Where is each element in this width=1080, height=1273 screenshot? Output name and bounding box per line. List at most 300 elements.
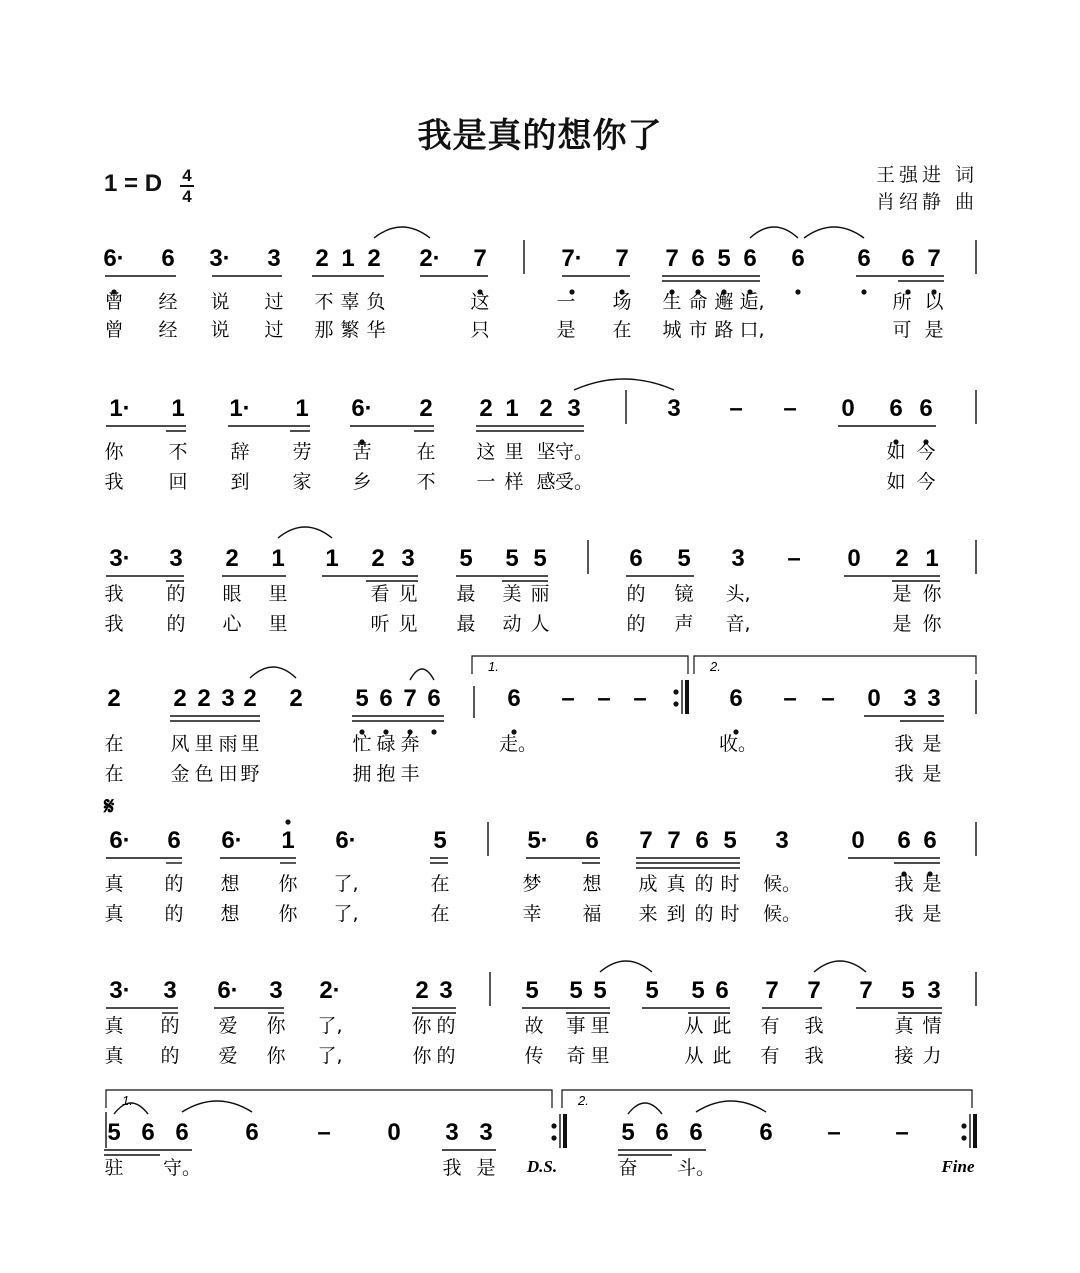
lyric: 劳 <box>292 441 312 463</box>
lyric: 金 <box>170 763 190 785</box>
lyric: 音, <box>725 613 751 635</box>
lyric: 你 <box>266 1045 286 1067</box>
lyric: 想 <box>582 873 602 895</box>
note: 2 <box>289 685 303 712</box>
lyric: 头, <box>725 583 751 605</box>
note: 6 <box>245 1119 259 1146</box>
volta-bracket <box>694 656 976 674</box>
tie-slur <box>628 1103 662 1114</box>
lyric: 真 <box>104 903 124 925</box>
note: 7 <box>667 827 681 854</box>
lyric: 候。 <box>762 903 802 925</box>
note: 6 <box>729 685 743 712</box>
lyric: 有 <box>760 1045 780 1067</box>
repeat-dot <box>673 701 678 706</box>
note: 5 <box>717 245 731 272</box>
lyric: 拥 <box>352 763 372 785</box>
lyric: 所 <box>892 291 912 313</box>
note: 6· <box>221 827 243 854</box>
lyric: 我 <box>894 763 914 785</box>
tie-slur <box>600 961 652 972</box>
composer-credit: 肖绍静 曲 <box>876 191 979 213</box>
lyric: 人 <box>530 613 550 635</box>
note: 6 <box>175 1119 189 1146</box>
note: 2· <box>419 245 441 272</box>
ds-mark: D.S. <box>526 1157 558 1176</box>
lyric: 到 <box>666 903 686 925</box>
note: 1· <box>109 395 131 422</box>
lyric: 的 <box>164 903 184 925</box>
lyric: 这 <box>476 441 496 463</box>
lyric: 丽 <box>530 583 550 605</box>
lyric: 说 <box>210 291 230 313</box>
lyric: 真 <box>104 1015 124 1037</box>
lyric: 不 <box>416 471 436 493</box>
tie-slur <box>574 379 674 390</box>
lyric: 在 <box>430 873 450 895</box>
note: 5 <box>505 545 519 572</box>
note: – <box>895 1119 909 1146</box>
lyric: 辞 <box>230 441 250 463</box>
note: 5 <box>593 977 607 1004</box>
lyric: 守。 <box>554 441 594 463</box>
note: 6 <box>759 1119 773 1146</box>
note: 6 <box>141 1119 155 1146</box>
lyric: 收。 <box>718 733 758 755</box>
lyric: 我 <box>104 613 124 635</box>
tie-slur <box>182 1101 252 1112</box>
lyric: 我 <box>804 1015 824 1037</box>
note: 3 <box>163 977 177 1004</box>
lyric: 曾 <box>104 319 124 341</box>
lyric: 的 <box>626 583 646 605</box>
lyric: 故 <box>524 1015 544 1037</box>
lyric: 我 <box>804 1045 824 1067</box>
volta-label: 2. <box>578 1093 589 1108</box>
lyric: 这 <box>470 291 490 313</box>
lyric: 里 <box>194 733 214 755</box>
lyric: 幸 <box>522 903 542 925</box>
lyric: 可 <box>892 319 912 341</box>
lyric: 成 <box>638 873 658 895</box>
lyric: 在 <box>104 763 124 785</box>
note: 7 <box>807 977 821 1004</box>
lyric: 听 <box>370 613 390 635</box>
note: 2 <box>895 545 909 572</box>
lyric: 在 <box>416 441 436 463</box>
lyric: 抱 <box>376 763 396 785</box>
lyric: 负 <box>366 291 386 313</box>
note: 3· <box>209 245 231 272</box>
low-octave-dot <box>431 729 436 734</box>
lyric: 镜 <box>674 583 694 605</box>
note: 0 <box>851 827 865 854</box>
lyric: 是 <box>556 319 576 341</box>
lyric: 驻 <box>104 1157 124 1179</box>
lyric: 了, <box>333 873 359 895</box>
lyric: 在 <box>612 319 632 341</box>
note: 3 <box>903 685 917 712</box>
note: 6 <box>379 685 393 712</box>
time-signature-top: 4 <box>182 166 192 185</box>
lyric: 你 <box>104 441 124 463</box>
lyric: 我 <box>894 733 914 755</box>
lyric: 最 <box>456 583 476 605</box>
note: 2 <box>225 545 239 572</box>
lyric: 回 <box>168 471 188 493</box>
note: 6 <box>427 685 441 712</box>
note: 2 <box>419 395 433 422</box>
lyric: 事 <box>566 1015 586 1037</box>
note: – <box>729 395 743 422</box>
lyric: 是 <box>922 763 942 785</box>
note: 3 <box>479 1119 493 1146</box>
lyric: 碌 <box>376 733 396 755</box>
lyric: 斗。 <box>676 1157 716 1179</box>
note: 0 <box>841 395 855 422</box>
lyric: 的 <box>166 583 186 605</box>
note: 2 <box>197 685 211 712</box>
note: 3 <box>169 545 183 572</box>
lyricist-credit: 王强进 词 <box>876 164 979 186</box>
volta-bracket <box>562 1090 972 1108</box>
note: 5 <box>723 827 737 854</box>
note: 6 <box>629 545 643 572</box>
note: 1 <box>505 395 519 422</box>
lyric: 生 <box>662 291 682 313</box>
note: – <box>787 545 801 572</box>
note: – <box>827 1119 841 1146</box>
fine-mark: Fine <box>941 1157 975 1176</box>
tie-slur <box>804 227 864 238</box>
lyric: 真 <box>894 1015 914 1037</box>
lyric: 过 <box>264 291 284 313</box>
note: 5 <box>107 1119 121 1146</box>
lyric: 真 <box>104 873 124 895</box>
note: 2 <box>479 395 493 422</box>
note: 0 <box>847 545 861 572</box>
note: 6 <box>655 1119 669 1146</box>
note: 5 <box>691 977 705 1004</box>
note: 0 <box>867 685 881 712</box>
repeat-dot <box>961 1123 966 1128</box>
lyric: 我 <box>104 471 124 493</box>
tie-slur <box>814 961 866 972</box>
lyric: 以 <box>924 291 944 313</box>
lyric: 真 <box>666 873 686 895</box>
tie-slur <box>278 527 332 538</box>
lyric: 奔 <box>400 733 420 755</box>
lyric: 在 <box>104 733 124 755</box>
lyric: 奋 <box>618 1157 638 1179</box>
note: 3 <box>775 827 789 854</box>
lyric: 守。 <box>162 1157 202 1179</box>
lyric: 眼 <box>222 583 242 605</box>
lyric: 曾 <box>104 291 124 313</box>
lyric: 丰 <box>400 763 420 785</box>
lyric: 是 <box>892 613 912 635</box>
lyric: 雨 <box>218 733 238 755</box>
lyric: 是 <box>922 873 942 895</box>
note: 5 <box>677 545 691 572</box>
lyric: 是 <box>922 733 942 755</box>
note: 2· <box>319 977 341 1004</box>
lyric: 田 <box>218 763 238 785</box>
repeat-dot <box>961 1135 966 1140</box>
key-signature: 1 = D <box>104 170 163 197</box>
lyric: 的 <box>694 873 714 895</box>
lyric: 美 <box>502 583 522 605</box>
note: 5 <box>355 685 369 712</box>
lyric: 今 <box>916 441 936 463</box>
note: 5 <box>533 545 547 572</box>
note: 1 <box>295 395 309 422</box>
lyric: 的 <box>160 1015 180 1037</box>
note: 1 <box>925 545 939 572</box>
note: 2 <box>315 245 329 272</box>
lyric: 感 <box>536 471 556 493</box>
note: – <box>633 685 647 712</box>
note: 2 <box>367 245 381 272</box>
volta-bracket <box>106 1090 552 1108</box>
lyric: 不 <box>168 441 188 463</box>
lyric: 里 <box>268 613 288 635</box>
lyric: 的 <box>626 613 646 635</box>
lyric: 繁 <box>340 319 360 341</box>
note: 7 <box>615 245 629 272</box>
note: 3 <box>269 977 283 1004</box>
note: 7 <box>403 685 417 712</box>
lyric: 是 <box>476 1157 496 1179</box>
note: 6 <box>585 827 599 854</box>
lyric: 乡 <box>352 471 372 493</box>
note: 5 <box>525 977 539 1004</box>
note: 6 <box>889 395 903 422</box>
lyric: 是 <box>892 583 912 605</box>
lyric: 有 <box>760 1015 780 1037</box>
lyric: 口, <box>739 319 765 341</box>
lyric: 色 <box>194 763 214 785</box>
note: 7 <box>859 977 873 1004</box>
lyric: 经 <box>158 291 178 313</box>
lyric: 爱 <box>218 1045 238 1067</box>
lyric: 了, <box>333 903 359 925</box>
note: 5 <box>569 977 583 1004</box>
note: 3 <box>667 395 681 422</box>
lyric: 一 <box>476 471 496 493</box>
note: 3 <box>445 1119 459 1146</box>
lyric: 如 <box>886 471 906 493</box>
note: 7· <box>561 245 583 272</box>
lyric: 想 <box>220 903 240 925</box>
note: 5 <box>459 545 473 572</box>
lyric: 心 <box>222 613 242 635</box>
lyric: 是 <box>924 319 944 341</box>
volta-label: 2. <box>710 659 721 674</box>
lyric: 不 <box>314 291 334 313</box>
note: 6 <box>507 685 521 712</box>
note: 1 <box>171 395 185 422</box>
note: 6· <box>217 977 239 1004</box>
note: 3· <box>109 977 131 1004</box>
lyric: 走。 <box>498 733 538 755</box>
note: 7 <box>765 977 779 1004</box>
lyric: 你 <box>266 1015 286 1037</box>
lyric: 真 <box>104 1045 124 1067</box>
lyric: 里 <box>240 733 260 755</box>
lyric: 在 <box>430 903 450 925</box>
song-title: 我是真的想你了 <box>417 116 663 156</box>
lyric: 坚 <box>536 441 556 463</box>
lyric: 是 <box>922 903 942 925</box>
note: – <box>783 395 797 422</box>
lyric: 忙 <box>352 733 372 755</box>
lyric: 的 <box>166 613 186 635</box>
lyric: 苦 <box>352 441 372 463</box>
lyric: 命 <box>688 291 708 313</box>
lyric: 声 <box>674 613 694 635</box>
lyric: 你 <box>412 1015 432 1037</box>
lyric: 风 <box>170 733 190 755</box>
note: 2 <box>107 685 121 712</box>
lyric: 了, <box>317 1045 343 1067</box>
tie-slur <box>696 1101 766 1112</box>
note: 1 <box>325 545 339 572</box>
note: 7 <box>927 245 941 272</box>
note: 1 <box>271 545 285 572</box>
note: 6 <box>743 245 757 272</box>
lyric: 说 <box>210 319 230 341</box>
lyric: 情 <box>922 1015 942 1037</box>
note: 3 <box>401 545 415 572</box>
note: 5 <box>433 827 447 854</box>
note: 3 <box>439 977 453 1004</box>
note: 2 <box>371 545 385 572</box>
lyric: 市 <box>688 319 708 341</box>
lyric: 逅, <box>739 291 765 313</box>
lyric: 想 <box>220 873 240 895</box>
tie-slur <box>410 669 434 680</box>
note: 6 <box>791 245 805 272</box>
lyric: 见 <box>398 583 418 605</box>
lyric: 场 <box>612 291 632 313</box>
note: 5· <box>527 827 549 854</box>
note: 5 <box>901 977 915 1004</box>
note: 1 <box>341 245 355 272</box>
lyric: 我 <box>104 583 124 605</box>
lyric: 我 <box>894 903 914 925</box>
lyric: 华 <box>366 319 386 341</box>
lyric: 接 <box>894 1045 914 1067</box>
note: 2 <box>539 395 553 422</box>
tie-slur <box>250 667 296 678</box>
note: 3 <box>567 395 581 422</box>
segno-mark: 𝄋 <box>104 791 115 820</box>
volta-label: 1. <box>122 1093 133 1108</box>
note: 3 <box>731 545 745 572</box>
lyric: 我 <box>894 873 914 895</box>
lyric: 的 <box>436 1015 456 1037</box>
lyric: 候。 <box>762 873 802 895</box>
lyric: 只 <box>470 319 490 341</box>
lyric: 城 <box>662 319 682 341</box>
note: 6 <box>919 395 933 422</box>
high-octave-dot <box>285 819 290 824</box>
lyric: 了, <box>317 1015 343 1037</box>
lyric: 过 <box>264 319 284 341</box>
note: 6 <box>923 827 937 854</box>
note: – <box>783 685 797 712</box>
lyric: 里 <box>590 1015 610 1037</box>
lyric: 你 <box>922 583 942 605</box>
lyric: 爱 <box>218 1015 238 1037</box>
lyric: 一 <box>556 291 576 313</box>
note: 3 <box>927 977 941 1004</box>
lyric: 来 <box>638 903 658 925</box>
lyric: 时 <box>720 873 740 895</box>
lyric: 经 <box>158 319 178 341</box>
repeat-dot <box>551 1135 556 1140</box>
lyric: 里 <box>590 1045 610 1067</box>
low-octave-dot <box>861 289 866 294</box>
lyric: 见 <box>398 613 418 635</box>
note: 6· <box>351 395 373 422</box>
note: 6 <box>715 977 729 1004</box>
note: 6 <box>901 245 915 272</box>
lyric: 野 <box>240 763 260 785</box>
lyric: 从 <box>684 1015 704 1037</box>
note: 0 <box>387 1119 401 1146</box>
lyric: 你 <box>412 1045 432 1067</box>
note: 5 <box>645 977 659 1004</box>
note: 7 <box>665 245 679 272</box>
note: 3 <box>927 685 941 712</box>
note: 2 <box>415 977 429 1004</box>
lyric: 的 <box>160 1045 180 1067</box>
note: – <box>317 1119 331 1146</box>
lyric: 我 <box>442 1157 462 1179</box>
tie-slur <box>750 227 798 238</box>
lyric: 的 <box>436 1045 456 1067</box>
lyric: 传 <box>524 1045 544 1067</box>
lyric: 里 <box>504 441 524 463</box>
note: 6· <box>109 827 131 854</box>
lyric: 邂 <box>714 291 734 313</box>
note: 6 <box>695 827 709 854</box>
note: 5 <box>621 1119 635 1146</box>
lyric: 辜 <box>340 291 360 313</box>
note: 7 <box>639 827 653 854</box>
lyric: 的 <box>694 903 714 925</box>
note: 6 <box>689 1119 703 1146</box>
lyric: 你 <box>278 873 298 895</box>
note: 6 <box>857 245 871 272</box>
note: – <box>561 685 575 712</box>
tie-slur <box>374 227 430 238</box>
note: 3 <box>221 685 235 712</box>
lyric: 样 <box>504 471 524 493</box>
lyric: 动 <box>502 613 522 635</box>
note: 2 <box>173 685 187 712</box>
note: – <box>597 685 611 712</box>
volta-label: 1. <box>488 659 499 674</box>
lyric: 此 <box>712 1045 732 1067</box>
lyric: 那 <box>314 319 334 341</box>
lyric: 里 <box>268 583 288 605</box>
note: 6 <box>897 827 911 854</box>
volta-bracket <box>472 656 688 674</box>
note: 6 <box>167 827 181 854</box>
